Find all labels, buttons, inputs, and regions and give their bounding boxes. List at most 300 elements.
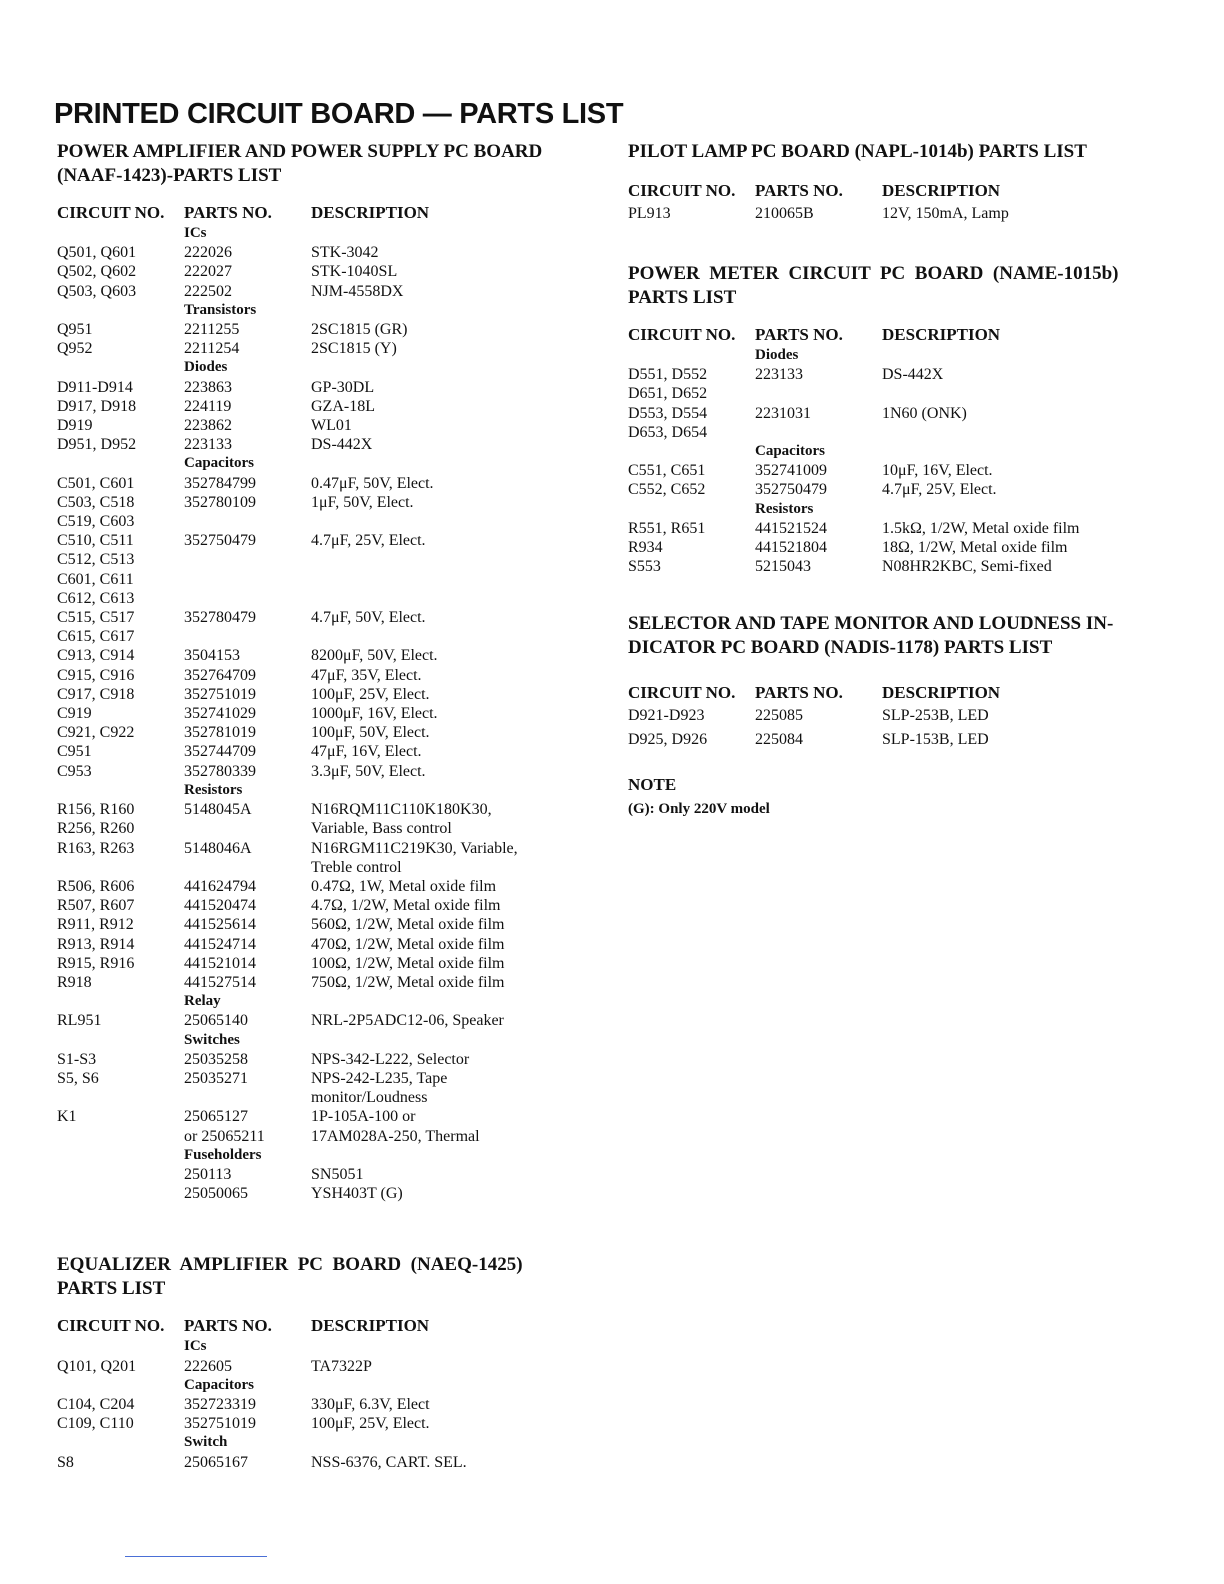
circuit-no-cell: Q951	[57, 321, 93, 339]
table-row	[57, 454, 597, 473]
circuit-no-cell: C953	[57, 762, 92, 780]
category-label: Capacitors	[184, 455, 254, 472]
circuit-no-cell	[57, 358, 184, 377]
table-row	[57, 646, 597, 665]
description-cell	[311, 781, 597, 800]
parts-no-cell: 352723319	[184, 1395, 256, 1413]
description-cell: 1N60 (ONK)	[882, 404, 967, 422]
table-row	[57, 992, 597, 1011]
left-column	[57, 140, 597, 1472]
description-cell	[311, 627, 597, 646]
circuit-no-cell: D911-D914	[57, 378, 133, 396]
circuit-no-cell	[57, 1433, 184, 1452]
description-cell: 18Ω, 1/2W, Metal oxide film	[882, 539, 1068, 557]
section-title: PILOT LAMP PC BOARD (NAPL-1014b) PARTS LIST	[628, 141, 1087, 162]
header-circuit-no: CIRCUIT NO.	[628, 181, 736, 200]
circuit-no-cell: R163, R263	[57, 839, 135, 857]
table-row	[57, 1414, 597, 1433]
table-header	[57, 1315, 597, 1337]
equalizer-section	[57, 1253, 597, 1471]
description-cell: NPS-342-L222, Selector	[311, 1050, 470, 1068]
parts-no-cell: 352751019	[184, 685, 256, 703]
circuit-no-cell: R156, R160	[57, 801, 135, 819]
description-cell	[882, 423, 1168, 442]
circuit-no-cell: S1-S3	[57, 1050, 97, 1068]
description-cell: 4.7μF, 25V, Elect.	[882, 481, 997, 499]
description-cell: NSS-6376, CART. SEL.	[311, 1453, 467, 1471]
parts-no-cell: 352780109	[184, 493, 256, 511]
parts-no-cell: 441521014	[184, 954, 256, 972]
parts-no-cell	[755, 423, 882, 442]
circuit-no-cell	[57, 1165, 184, 1184]
description-cell: 2SC1815 (Y)	[311, 340, 397, 358]
parts-no-cell: 352750479	[184, 532, 256, 550]
table-row	[57, 339, 597, 358]
circuit-no-cell: C109, C110	[57, 1415, 134, 1433]
circuit-no-cell: R551, R651	[628, 519, 706, 537]
description-cell: GP-30DL	[311, 378, 375, 396]
section-title: SELECTOR AND TAPE MONITOR AND LOUDNESS IN-	[628, 613, 1114, 635]
circuit-no-cell: Q952	[57, 340, 93, 358]
table-row	[628, 404, 1168, 423]
table-row	[628, 704, 1168, 728]
description-cell	[882, 442, 1168, 461]
table-row	[57, 1357, 597, 1376]
parts-no-cell: 225084	[755, 731, 803, 749]
note-title: NOTE	[628, 775, 677, 795]
circuit-no-cell	[57, 301, 184, 320]
table-row	[57, 1165, 597, 1184]
table-row	[57, 262, 597, 281]
table-row	[628, 442, 1168, 461]
description-cell	[311, 1376, 597, 1395]
pilot-lamp-section	[628, 140, 1168, 226]
parts-no-cell: 441520474	[184, 897, 256, 915]
table-row	[57, 915, 597, 934]
parts-no-cell: 5148046A	[184, 839, 252, 857]
parts-table	[57, 224, 597, 1203]
description-cell: N16RGM11C219K30, Variable,	[311, 839, 518, 857]
table-header	[628, 324, 1168, 346]
parts-no-cell: 223862	[184, 417, 232, 435]
circuit-no-cell	[628, 346, 755, 365]
description-cell: 4.7μF, 50V, Elect.	[311, 609, 426, 627]
description-cell: 0.47Ω, 1W, Metal oxide film	[311, 877, 497, 895]
circuit-no-cell: D653, D654	[628, 423, 708, 441]
circuit-no-cell: C601, C611	[57, 570, 134, 588]
table-row	[57, 1031, 597, 1050]
table-row	[57, 973, 597, 992]
description-cell: 1P-105A-100 or	[311, 1108, 416, 1126]
circuit-no-cell	[57, 224, 184, 243]
circuit-no-cell	[57, 781, 184, 800]
circuit-no-cell: C913, C914	[57, 647, 135, 665]
circuit-no-cell: C921, C922	[57, 724, 135, 742]
description-cell: 47μF, 35V, Elect.	[311, 666, 422, 684]
circuit-no-cell: PL913	[628, 205, 671, 222]
description-cell: 0.47μF, 50V, Elect.	[311, 474, 434, 492]
parts-no-cell: 223863	[184, 378, 232, 396]
parts-no-cell: 222026	[184, 244, 232, 262]
table-row	[57, 474, 597, 493]
circuit-no-cell: R915, R916	[57, 954, 135, 972]
table-row	[57, 320, 597, 339]
circuit-no-cell: R506, R606	[57, 877, 135, 895]
header-parts-no: PARTS NO.	[755, 683, 843, 703]
description-cell	[311, 1433, 597, 1452]
parts-no-cell	[184, 627, 311, 646]
header-description: DESCRIPTION	[882, 325, 1001, 344]
description-cell	[311, 1031, 597, 1050]
parts-no-cell	[184, 1088, 311, 1107]
description-cell: 8200μF, 50V, Elect.	[311, 647, 438, 665]
table-row	[57, 589, 597, 608]
table-row	[57, 1011, 597, 1030]
table-row	[57, 685, 597, 704]
circuit-no-cell: D919	[57, 417, 93, 435]
category-label: Capacitors	[755, 443, 825, 460]
circuit-no-cell	[57, 1337, 184, 1356]
parts-table	[57, 1337, 597, 1471]
parts-no-cell: 352780339	[184, 762, 256, 780]
description-cell: 3.3μF, 50V, Elect.	[311, 762, 426, 780]
category-label: Resistors	[755, 500, 814, 517]
circuit-no-cell: D925, D926	[628, 731, 708, 749]
description-cell	[882, 384, 1168, 403]
circuit-no-cell: C951	[57, 743, 92, 761]
parts-no-cell: 352741029	[184, 705, 256, 723]
circuit-no-cell: S8	[57, 1453, 74, 1471]
table-row	[57, 954, 597, 973]
circuit-no-cell: R507, R607	[57, 897, 135, 915]
circuit-no-cell: Q501, Q601	[57, 244, 137, 262]
parts-no-cell: 352764709	[184, 666, 256, 684]
section-title: DICATOR PC BOARD (NADIS-1178) PARTS LIST	[628, 637, 1053, 659]
parts-no-cell	[184, 550, 311, 569]
table-header	[57, 202, 597, 224]
description-cell: 17AM028A-250, Thermal	[311, 1127, 480, 1145]
description-cell: 12V, 150mA, Lamp	[882, 205, 1009, 222]
table-header	[628, 682, 1168, 704]
circuit-no-cell: C519, C603	[57, 513, 135, 531]
table-row	[57, 1088, 597, 1107]
circuit-no-cell: C552, C652	[628, 481, 706, 499]
description-cell: NRL-2P5ADC12-06, Speaker	[311, 1012, 504, 1030]
circuit-no-cell: C510, C511	[57, 532, 134, 550]
table-row	[57, 723, 597, 742]
table-row	[57, 416, 597, 435]
circuit-no-cell: C104, C204	[57, 1395, 135, 1413]
category-label: Relay	[184, 993, 221, 1010]
header-parts-no: PARTS NO.	[755, 181, 843, 200]
table-row	[628, 346, 1168, 365]
parts-no-cell: 25065127	[184, 1108, 248, 1126]
parts-no-cell: 223133	[184, 436, 232, 454]
parts-no-cell: 441527514	[184, 973, 256, 991]
circuit-no-cell	[57, 454, 184, 473]
description-cell: SLP-253B, LED	[882, 707, 989, 725]
description-cell	[311, 570, 597, 589]
table-row	[57, 1146, 597, 1165]
circuit-no-cell: D651, D652	[628, 385, 708, 403]
table-row	[57, 243, 597, 262]
description-cell	[311, 1337, 597, 1356]
table-row	[57, 858, 597, 877]
table-row	[57, 896, 597, 915]
parts-no-cell	[184, 512, 311, 531]
description-cell: 100μF, 25V, Elect.	[311, 685, 430, 703]
category-label: Fuseholders	[184, 1146, 262, 1163]
description-cell: YSH403T (G)	[311, 1185, 403, 1203]
description-cell: monitor/Loudness	[311, 1089, 428, 1107]
parts-no-cell: 441525614	[184, 916, 256, 934]
category-label: Resistors	[184, 781, 243, 798]
parts-no-cell: 2231031	[755, 404, 811, 422]
parts-no-cell: 25050065	[184, 1185, 248, 1203]
table-row	[57, 935, 597, 954]
parts-no-cell	[184, 570, 311, 589]
table-row	[57, 1127, 597, 1146]
header-circuit-no: CIRCUIT NO.	[57, 203, 165, 222]
parts-no-cell: 352751019	[184, 1415, 256, 1433]
description-cell: 4.7μF, 25V, Elect.	[311, 532, 426, 550]
description-cell: 100Ω, 1/2W, Metal oxide film	[311, 954, 505, 972]
header-description: DESCRIPTION	[882, 181, 1001, 200]
circuit-no-cell: R256, R260	[57, 820, 135, 838]
table-row	[57, 1069, 597, 1088]
parts-no-cell: 25035271	[184, 1069, 248, 1087]
parts-no-cell: 25035258	[184, 1050, 248, 1068]
category-label: Transistors	[184, 301, 257, 318]
circuit-no-cell: C503, C518	[57, 493, 135, 511]
circuit-no-cell	[57, 1127, 184, 1146]
parts-no-cell: 25065167	[184, 1453, 248, 1471]
header-parts-no: PARTS NO.	[184, 1316, 272, 1336]
table-row	[57, 1337, 597, 1356]
table-row	[628, 538, 1168, 557]
table-row	[628, 384, 1168, 403]
circuit-no-cell: D921-D923	[628, 707, 705, 725]
category-label: Switches	[184, 1031, 240, 1048]
header-description: DESCRIPTION	[311, 203, 430, 222]
description-cell: 2SC1815 (GR)	[311, 321, 408, 339]
table-row	[57, 301, 597, 320]
circuit-no-cell: R911, R912	[57, 916, 134, 934]
table-row	[57, 1184, 597, 1203]
description-cell: SN5051	[311, 1165, 364, 1183]
table-row	[57, 1107, 597, 1126]
description-cell: 47μF, 16V, Elect.	[311, 743, 422, 761]
header-circuit-no: CIRCUIT NO.	[628, 683, 736, 703]
section-title: POWER AMPLIFIER AND POWER SUPPLY PC BOARD	[57, 141, 543, 162]
divider-line	[125, 1556, 267, 1557]
parts-no-cell	[755, 384, 882, 403]
parts-table	[628, 202, 1168, 226]
table-row	[57, 781, 597, 800]
table-row	[57, 550, 597, 569]
power-amp-section	[57, 140, 597, 1203]
description-cell: NPS-242-L235, Tape	[311, 1069, 448, 1087]
circuit-no-cell: S553	[628, 558, 661, 576]
circuit-no-cell	[57, 992, 184, 1011]
circuit-no-cell: C512, C513	[57, 551, 135, 569]
circuit-no-cell: S5, S6	[57, 1069, 99, 1087]
header-parts-no: PARTS NO.	[184, 203, 272, 222]
parts-no-cell: 441521524	[755, 519, 827, 537]
parts-no-cell: 352780479	[184, 609, 256, 627]
parts-no-cell: 441624794	[184, 877, 256, 895]
circuit-no-cell: D553, D554	[628, 404, 708, 422]
description-cell: GZA-18L	[311, 397, 375, 415]
description-cell: 470Ω, 1/2W, Metal oxide film	[311, 935, 505, 953]
table-row	[628, 480, 1168, 499]
description-cell	[311, 454, 597, 473]
description-cell	[311, 1146, 597, 1165]
table-row	[57, 704, 597, 723]
header-parts-no: PARTS NO.	[755, 325, 843, 344]
circuit-no-cell: R934	[628, 539, 663, 557]
section-title: PARTS LIST	[628, 287, 737, 308]
circuit-no-cell: Q101, Q201	[57, 1357, 137, 1375]
table-row	[57, 531, 597, 550]
circuit-no-cell: C501, C601	[57, 474, 135, 492]
table-row	[57, 358, 597, 377]
table-row	[57, 570, 597, 589]
table-row	[57, 512, 597, 531]
table-row	[57, 608, 597, 627]
circuit-no-cell: D551, D552	[628, 366, 708, 384]
table-row	[57, 1050, 597, 1069]
description-cell: 330μF, 6.3V, Elect	[311, 1395, 430, 1413]
circuit-no-cell: R918	[57, 973, 92, 991]
description-cell: N08HR2KBC, Semi-fixed	[882, 558, 1052, 576]
description-cell: NJM-4558DX	[311, 282, 404, 300]
parts-no-cell: 224119	[184, 397, 232, 415]
description-cell	[311, 301, 597, 320]
circuit-no-cell	[57, 1031, 184, 1050]
parts-no-cell: 352741009	[755, 462, 827, 480]
circuit-no-cell: R913, R914	[57, 935, 135, 953]
right-column	[628, 140, 1168, 822]
table-row	[628, 365, 1168, 384]
parts-no-cell: 223133	[755, 366, 803, 384]
description-cell	[311, 512, 597, 531]
description-cell: Variable, Bass control	[311, 820, 452, 838]
table-row	[57, 282, 597, 301]
description-cell: 4.7Ω, 1/2W, Metal oxide film	[311, 897, 501, 915]
table-row	[57, 1395, 597, 1414]
description-cell	[311, 992, 597, 1011]
circuit-no-cell: Q502, Q602	[57, 263, 137, 281]
table-row	[57, 877, 597, 896]
parts-no-cell: 3504153	[184, 647, 240, 665]
description-cell	[311, 224, 597, 243]
table-row	[57, 800, 597, 819]
circuit-no-cell: K1	[57, 1108, 77, 1126]
circuit-no-cell: C612, C613	[57, 589, 135, 607]
description-cell: Treble control	[311, 858, 402, 876]
parts-no-cell: 210065B	[755, 205, 814, 222]
parts-no-cell	[184, 819, 311, 838]
table-row	[57, 762, 597, 781]
table-row	[57, 397, 597, 416]
parts-table	[628, 704, 1168, 752]
circuit-no-cell	[628, 500, 755, 519]
parts-no-cell	[184, 589, 311, 608]
page-title: PRINTED CIRCUIT BOARD — PARTS LIST	[54, 98, 624, 130]
category-label: Switch	[184, 1434, 228, 1451]
description-cell: WL01	[311, 417, 352, 435]
parts-no-cell: 25065140	[184, 1012, 248, 1030]
parts-no-cell: 225085	[755, 707, 803, 725]
parts-no-cell: 222605	[184, 1357, 232, 1375]
circuit-no-cell	[57, 1088, 184, 1107]
selector-section	[628, 612, 1168, 752]
parts-no-cell: 2211255	[184, 321, 240, 339]
parts-no-cell: 352750479	[755, 481, 827, 499]
section-title: EQUALIZER AMPLIFIER PC BOARD (NAEQ-1425)	[57, 1254, 523, 1276]
parts-no-cell: 250113	[184, 1165, 232, 1183]
table-row	[628, 557, 1168, 576]
circuit-no-cell: C515, C517	[57, 609, 135, 627]
table-row	[57, 1433, 597, 1452]
description-cell: 10μF, 16V, Elect.	[882, 462, 993, 480]
description-cell: DS-442X	[882, 366, 944, 384]
header-description: DESCRIPTION	[311, 1316, 430, 1336]
description-cell: TA7322P	[311, 1357, 372, 1375]
category-label: Diodes	[755, 347, 799, 363]
category-label: ICs	[184, 225, 207, 241]
parts-no-cell: 2211254	[184, 340, 240, 358]
description-cell: STK-3042	[311, 244, 379, 262]
table-row	[628, 202, 1168, 226]
circuit-no-cell: D917, D918	[57, 397, 137, 415]
parts-no-cell: 352781019	[184, 724, 256, 742]
circuit-no-cell: C915, C916	[57, 666, 135, 684]
description-cell: 100μF, 25V, Elect.	[311, 1415, 430, 1433]
table-row	[57, 627, 597, 646]
description-cell	[311, 358, 597, 377]
header-circuit-no: CIRCUIT NO.	[57, 1316, 165, 1336]
table-row	[57, 435, 597, 454]
description-cell	[311, 589, 597, 608]
table-row	[628, 728, 1168, 752]
description-cell: 1.5kΩ, 1/2W, Metal oxide film	[882, 519, 1080, 537]
category-label: ICs	[184, 1338, 207, 1355]
circuit-no-cell: C551, C651	[628, 462, 706, 480]
circuit-no-cell: C917, C918	[57, 685, 135, 703]
circuit-no-cell: D951, D952	[57, 436, 137, 454]
circuit-no-cell	[628, 442, 755, 461]
section-title: PARTS LIST	[57, 1278, 166, 1300]
description-cell: N16RQM11C110K180K30,	[311, 801, 492, 819]
parts-no-cell: 352744709	[184, 743, 256, 761]
table-row	[57, 224, 597, 243]
description-cell: DS-442X	[311, 436, 373, 454]
note-text: (G): Only 220V model	[628, 801, 770, 818]
section-title: (NAAF-1423)-PARTS LIST	[57, 165, 282, 186]
category-label: Diodes	[184, 359, 228, 376]
description-cell: 750Ω, 1/2W, Metal oxide film	[311, 973, 505, 991]
table-row	[57, 742, 597, 761]
table-row	[57, 819, 597, 838]
table-row	[628, 461, 1168, 480]
circuit-no-cell: C919	[57, 705, 92, 723]
parts-table	[628, 346, 1168, 576]
section-title: POWER METER CIRCUIT PC BOARD (NAME-1015b)	[628, 263, 1119, 284]
description-cell	[311, 550, 597, 569]
table-row	[57, 1453, 597, 1472]
